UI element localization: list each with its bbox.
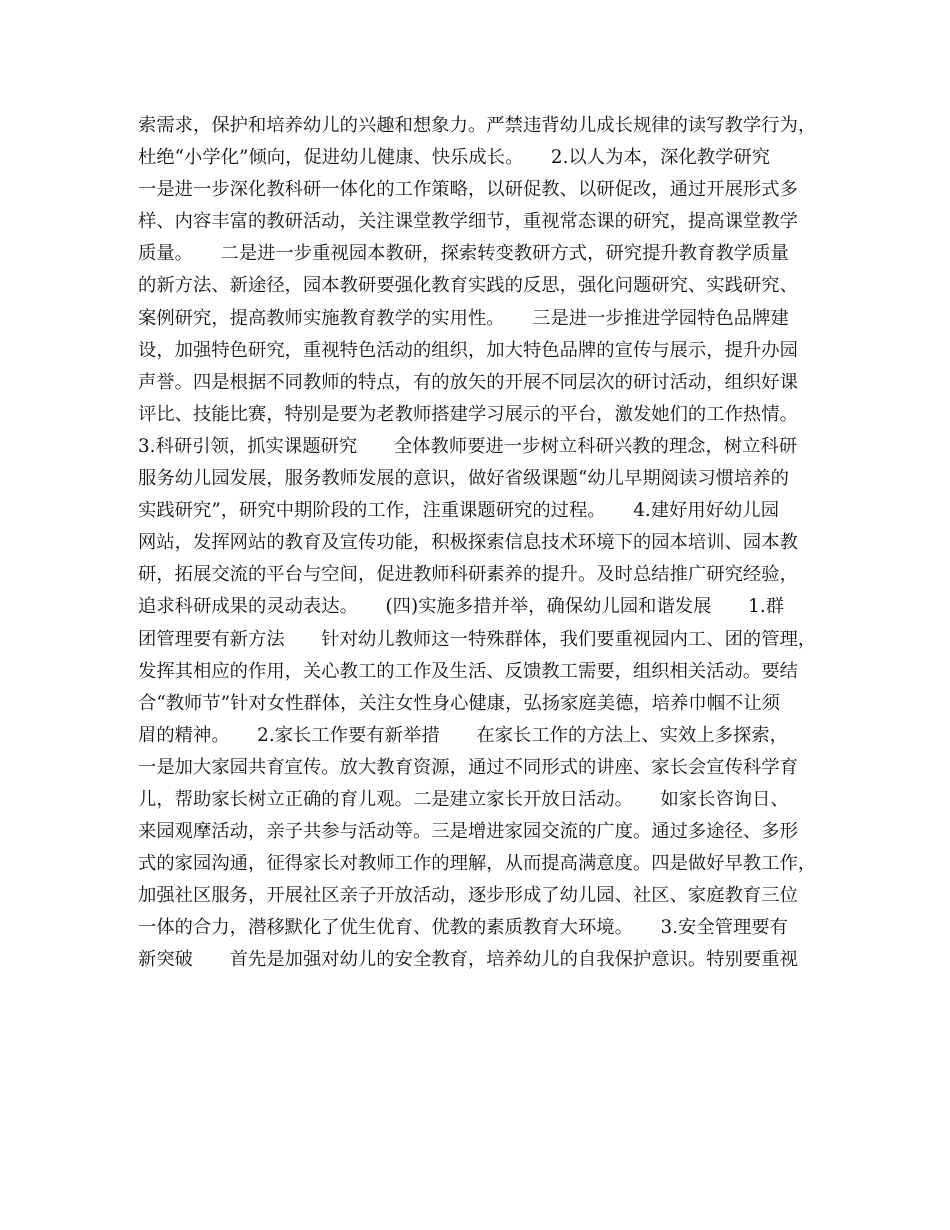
text-line: 发挥其相应的作用，关心教工的工作及生活、反馈教工需要，组织相关活动。要结 — [138, 660, 798, 682]
text-line: 团管理要有新方法 针对幼儿教师这一特殊群体，我们要重视园内工、团的管理， — [138, 628, 817, 650]
text-line: 的新方法、新途径，园本教研要强化教育实践的反思，强化问题研究、实践研究、 — [138, 275, 798, 297]
text-line: 杜绝“小学化”倾向，促进幼儿健康、快乐成长。 2.以人为本，深化教学研究 — [138, 147, 771, 169]
text-line: 一体的合力，潜移默化了优生优育、优教的素质教育大环境。 3.安全管理要有 — [138, 917, 788, 939]
text-line: 眉的精神。 2.家长工作要有新举措 在家长工作的方法上、实效上多探索， — [138, 724, 788, 746]
text-line: 加强社区服务，开展社区亲子开放活动，逐步形成了幼儿园、社区、家庭教育三位 — [138, 885, 798, 907]
text-line: 一是进一步深化教科研一体化的工作策略，以研促教、以研促改，通过开展形式多 — [138, 179, 798, 201]
text-line: 索需求，保护和培养幼儿的兴趣和想象力。严禁违背幼儿成长规律的读写教学行为， — [138, 115, 817, 136]
text-line: 儿，帮助家长树立正确的育儿观。二是建立家长开放日活动。 如家长咨询日、 — [138, 788, 789, 810]
text-line: 3.科研引领，抓实课题研究 全体教师要进一步树立科研兴教的理念，树立科研 — [138, 435, 798, 457]
text-line: 研，拓展交流的平台与空间，促进教师科研素养的提升。及时总结推广研究经验， — [138, 564, 798, 586]
text-line: 评比、技能比赛，特别是要为老教师搭建学习展示的平台，激发她们的工作热情。 — [138, 403, 798, 425]
text-line: 声誉。四是根据不同教师的特点，有的放矢的开展不同层次的研讨活动，组织好课 — [138, 371, 798, 393]
text-line: 式的家园沟通，征得家长对教师工作的理解，从而提高满意度。四是做好早教工作， — [138, 853, 817, 875]
body-text — [138, 110, 828, 977]
text-line: 来园观摩活动，亲子共参与活动等。三是增进家园交流的广度。通过多途径、多形 — [138, 821, 798, 843]
text-line: 实践研究”，研究中期阶段的工作，注重课题研究的过程。 4.建好用好幼儿园 — [138, 500, 780, 522]
text-line: 服务幼儿园发展，服务教师发展的意识，做好省级课题“幼儿早期阅读习惯培养的 — [138, 468, 789, 490]
text-line: 设，加强特色研究，重视特色活动的组织，加大特色品牌的宣传与展示，提升办园 — [138, 339, 798, 361]
text-line: 案例研究，提高教师实施教育教学的实用性。 三是进一步推进学园特色品牌建 — [138, 307, 789, 329]
text-line: 质量。 二是进一步重视园本教研，探索转变教研方式，研究提升教育教学质量 — [138, 243, 789, 265]
text-line: 追求科研成果的灵动表达。 (四)实施多措并举，确保幼儿园和谐发展 1.群 — [138, 596, 785, 618]
text-line: 样、内容丰富的教研活动，关注课堂教学细节，重视常态课的研究，提高课堂教学 — [138, 211, 798, 233]
text-line: 合“教师节”针对女性群体，关注女性身心健康，弘扬家庭美德，培养巾帼不让须 — [138, 692, 781, 714]
text-line: 一是加大家园共育宣传。放大教育资源，通过不同形式的讲座、家长会宣传科学育 — [138, 756, 798, 778]
text-line: 新突破 首先是加强对幼儿的安全教育，培养幼儿的自我保护意识。特别要重视 — [138, 949, 798, 971]
text-line: 网站，发挥网站的教育及宣传功能，积极探索信息技术环境下的园本培训、园本教 — [138, 532, 798, 554]
